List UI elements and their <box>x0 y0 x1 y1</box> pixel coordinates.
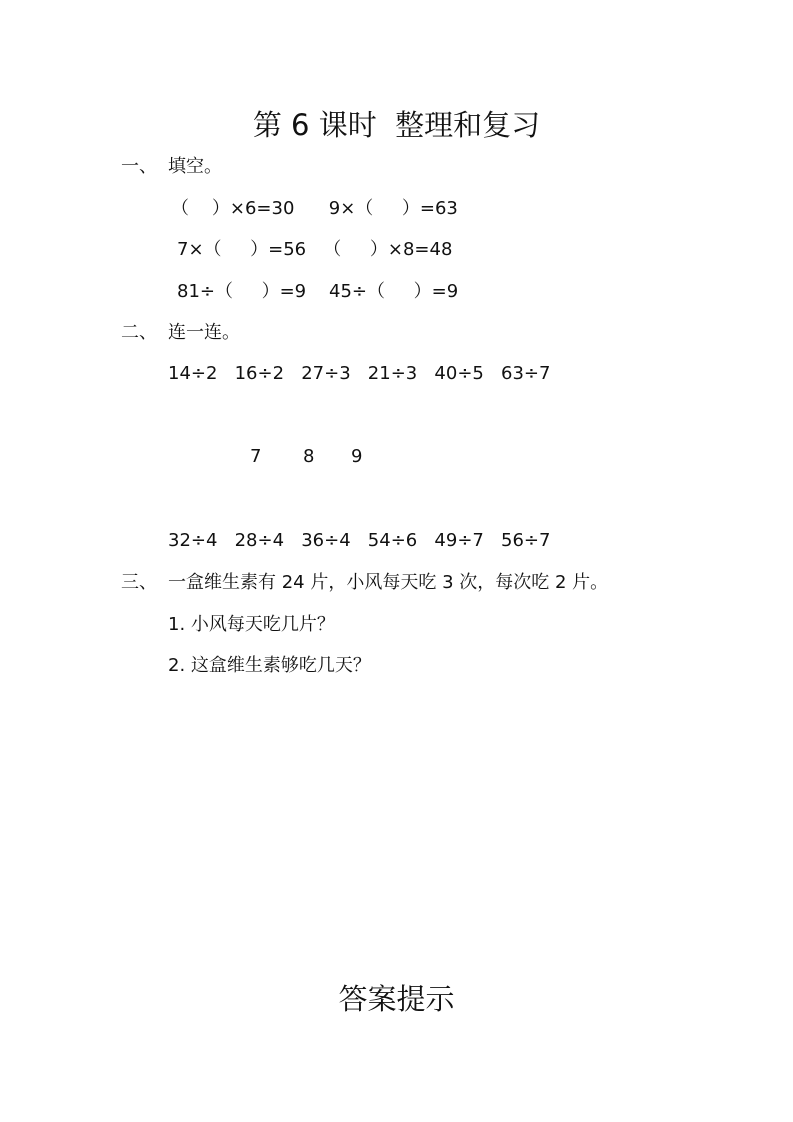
fill-blank-row-3: 81÷（ ）=9 45÷（ ）=9 <box>177 281 459 302</box>
fill-blank-row-2: 7×（ ）=56 （ ）×8=48 <box>177 239 453 260</box>
match-top-row: 14÷2 16÷2 27÷3 21÷3 40÷5 63÷7 <box>168 363 551 384</box>
section-1-marker: 一、 <box>121 156 157 177</box>
fill-blank-row-1: （ ）×6=30 9×（ ）=63 <box>171 198 458 219</box>
match-bottom-row: 32÷4 28÷4 36÷4 54÷6 49÷7 56÷7 <box>168 530 551 551</box>
question-2: 2. 这盒维生素够吃几天？ <box>168 655 371 676</box>
match-answer-8: 8 <box>303 446 315 467</box>
match-answer-7: 7 <box>250 446 262 467</box>
answer-section-title: 答案提示 <box>338 982 455 1016</box>
section-2-marker: 二、 <box>121 322 157 343</box>
section-3-marker: 三、 <box>121 572 157 593</box>
match-answer-9: 9 <box>351 446 363 467</box>
section-2-heading: 连一连。 <box>168 322 240 343</box>
question-1: 1. 小风每天吃几片？ <box>168 614 335 635</box>
section-3-heading: 一盒维生素有 24 片，小风每天吃 3 次，每次吃 2 片。 <box>168 572 609 593</box>
section-1-heading: 填空。 <box>168 156 222 177</box>
page-title: 第 6 课时 整理和复习 <box>252 108 541 142</box>
